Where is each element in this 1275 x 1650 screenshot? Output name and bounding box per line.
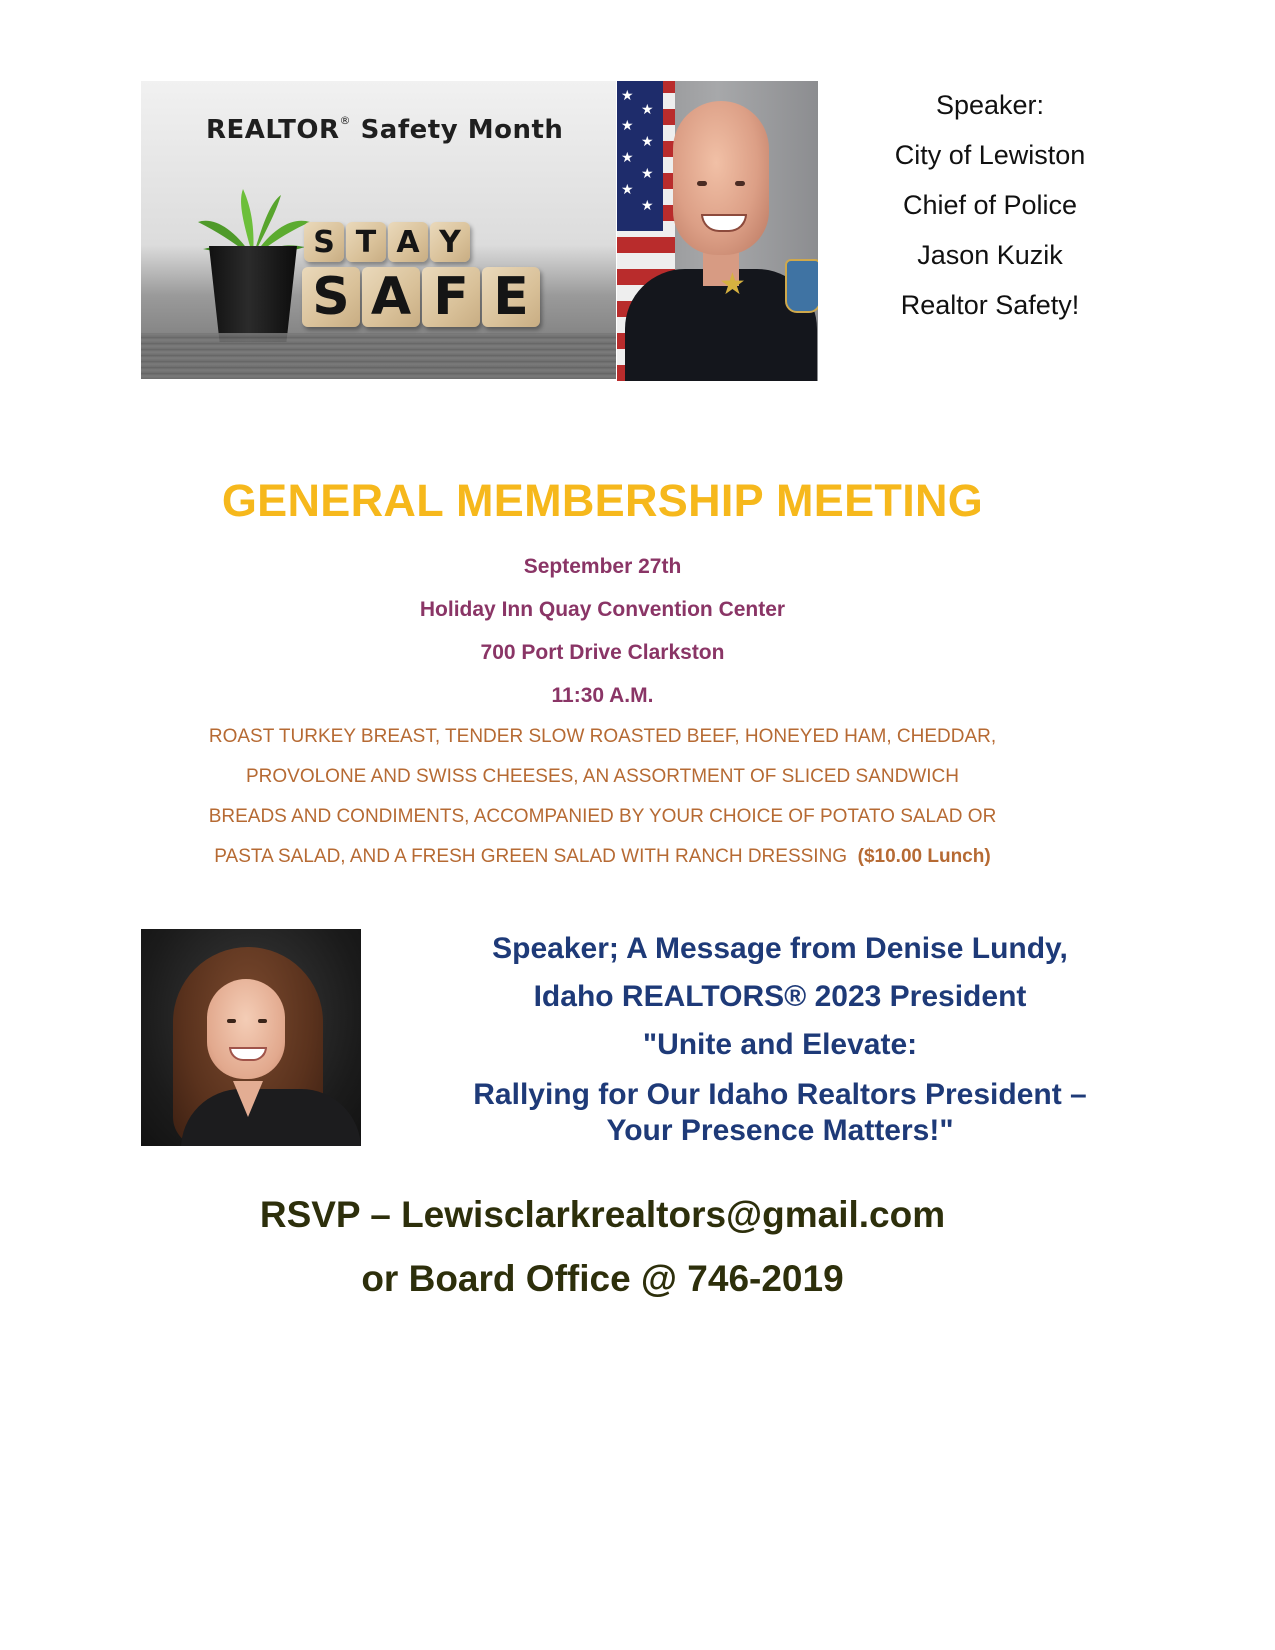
cube-letter: S xyxy=(304,222,344,262)
speaker-organization: City of Lewiston xyxy=(894,140,1086,170)
cube-letter: Y xyxy=(430,222,470,262)
jacket xyxy=(181,1089,361,1146)
menu-line-last: PASTA SALAD, AND A FRESH GREEN SALAD WITH RANCH DRESSING ($10.00 Lunch) xyxy=(214,846,991,867)
meeting-address: 700 Port Drive Clarkston xyxy=(480,641,725,664)
plant-pot xyxy=(209,246,297,342)
menu-line: ROAST TURKEY BREAST, TENDER SLOW ROASTED BEEF, HONEYED HAM, CHEDDAR, xyxy=(208,726,997,747)
speaker-name: Jason Kuzik xyxy=(917,240,1063,270)
secondary-speaker-info xyxy=(430,925,1130,1149)
cube-letter: A xyxy=(388,222,428,262)
safety-month-banner xyxy=(141,81,616,379)
flag-stars: ★ ★ ★ ★ ★ ★ ★ ★ xyxy=(617,81,663,231)
face xyxy=(207,979,285,1079)
eye xyxy=(258,1019,267,1023)
speaker-heading: Speaker; A Message from Denise Lundy, xyxy=(492,932,1068,965)
primary-speaker-info xyxy=(835,80,1145,330)
meeting-venue: Holiday Inn Quay Convention Center xyxy=(419,598,786,621)
banner-title: REALTOR® Safety Month xyxy=(206,114,564,145)
meeting-heading: GENERAL MEMBERSHIP MEETING xyxy=(221,475,984,526)
menu-line: BREADS AND CONDIMENTS, ACCOMPANIED BY YOUR CHOICE OF POTATO SALAD OR xyxy=(208,806,997,827)
speaker-topic: Realtor Safety! xyxy=(900,290,1080,320)
message-line: Rallying for Our Idaho Realtors President – xyxy=(473,1078,1087,1111)
table-surface xyxy=(141,333,616,379)
cube-letter: S xyxy=(302,267,360,327)
cube-letter: T xyxy=(346,222,386,262)
lunch-price: ($10.00 Lunch) xyxy=(857,846,991,867)
shoulder-patch-icon xyxy=(785,259,818,313)
cube-letter: F xyxy=(422,267,480,327)
police-chief-photo xyxy=(617,81,818,381)
message-line: Your Presence Matters!" xyxy=(606,1114,954,1147)
eye xyxy=(227,1019,236,1023)
speaker-role: Idaho REALTORS® 2023 President xyxy=(533,980,1027,1013)
sheriff-star-icon: ★ xyxy=(719,268,746,301)
rsvp-email-line: RSVP – Lewisclarkrealtors@gmail.com xyxy=(259,1194,946,1235)
rsvp-phone-line: or Board Office @ 746-2019 xyxy=(361,1258,844,1299)
menu-line: PROVOLONE AND SWISS CHEESES, AN ASSORTMENT OF SLICED SANDWICH xyxy=(245,766,959,787)
speaker-title: Chief of Police xyxy=(902,190,1078,220)
meeting-date: September 27th xyxy=(523,555,682,578)
president-photo xyxy=(141,929,361,1146)
eye xyxy=(697,181,707,186)
meeting-time: 11:30 A.M. xyxy=(551,684,654,707)
speaker-label: Speaker: xyxy=(935,90,1045,120)
eye xyxy=(735,181,745,186)
message-title: "Unite and Elevate: xyxy=(642,1028,918,1061)
cube-letter: E xyxy=(482,267,540,327)
cube-letter: A xyxy=(362,267,420,327)
